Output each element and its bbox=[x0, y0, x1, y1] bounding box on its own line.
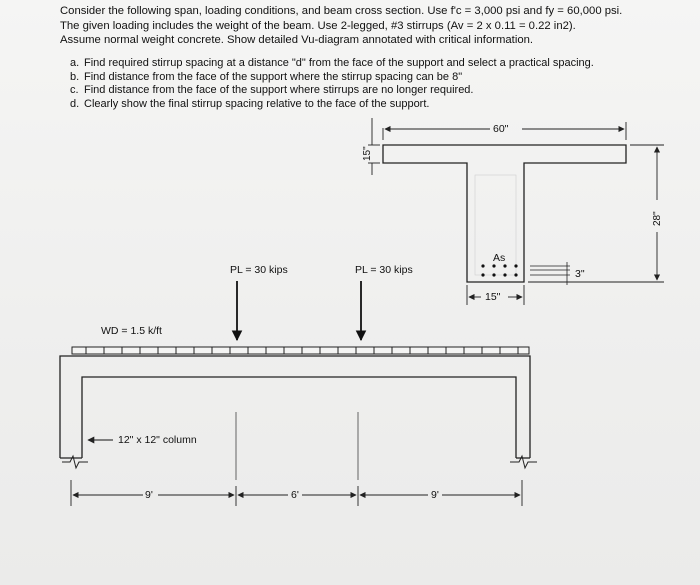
question-letter: a. bbox=[70, 57, 80, 69]
intro-line: Consider the following span, loading conditions, and beam cross section. Use f'c = 3,000 psi and fy = 60,000 psi. bbox=[60, 5, 623, 17]
depth-dimension bbox=[528, 145, 664, 282]
question-text: Find distance from the face of the support where stirrups are no longer required. bbox=[84, 84, 474, 96]
point-load-1-label: PL = 30 kips bbox=[230, 264, 288, 276]
point-load-2-label: PL = 30 kips bbox=[355, 264, 413, 276]
steel-area-label: As bbox=[493, 252, 506, 264]
beam-elevation bbox=[60, 356, 537, 468]
span-3-label: 9' bbox=[431, 489, 439, 501]
point-load-arrows bbox=[237, 281, 361, 340]
dead-load-label: WD = 1.5 k/ft bbox=[101, 325, 162, 337]
web-width-label: 15" bbox=[485, 291, 501, 303]
flange-width-label: 60" bbox=[493, 123, 509, 135]
depth-label: 28" bbox=[652, 211, 663, 226]
question-text: Clearly show the final stirrup spacing relative to the face of the support. bbox=[84, 97, 430, 110]
column-label: 12" x 12" column bbox=[118, 434, 197, 446]
question-text: Find required stirrup spacing at a distance "d" from the face of the support and select a practical spacing. bbox=[84, 57, 594, 69]
distributed-load bbox=[72, 347, 529, 354]
question-letter: c. bbox=[70, 84, 79, 96]
question-text: Find distance from the face of the support where the stirrup spacing can be 8" bbox=[84, 70, 463, 83]
intro-line: Assume normal weight concrete. Show detailed Vu-diagram annotated with critical information. bbox=[60, 34, 534, 46]
cover-label: 3" bbox=[575, 268, 585, 280]
guide-lines bbox=[236, 412, 358, 480]
intro-line: The given loading includes the weight of the beam. Use 2-legged, #3 stirrups (Av = 2 x 0.11 = 0.22 in2). bbox=[60, 19, 576, 32]
question-letter: b. bbox=[70, 70, 80, 83]
flange-thickness-label: 15" bbox=[362, 146, 373, 161]
question-letter: d. bbox=[70, 97, 80, 110]
span-2-label: 6' bbox=[291, 489, 299, 501]
span-1-label: 9' bbox=[145, 489, 153, 501]
